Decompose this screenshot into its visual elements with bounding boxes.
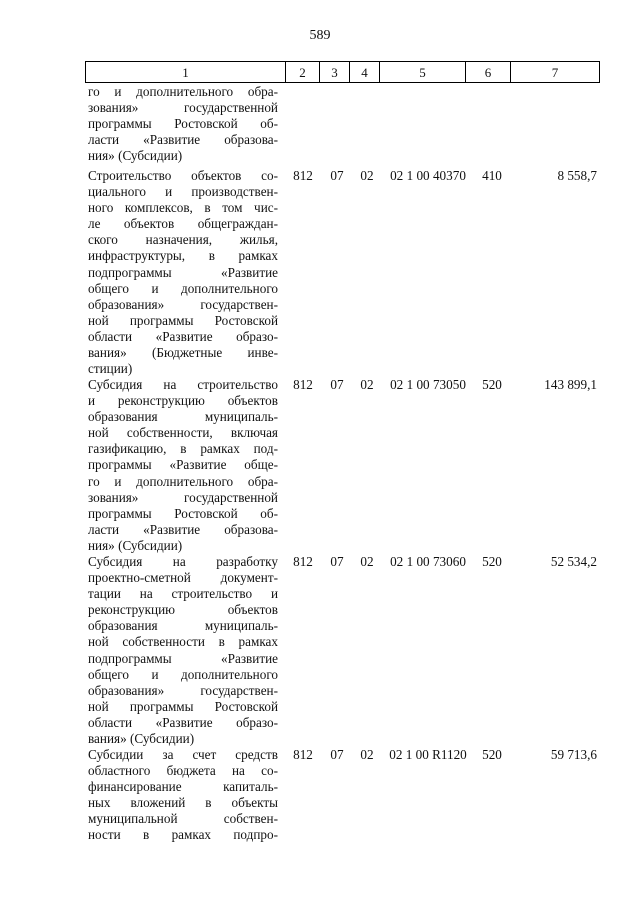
cell-section: 07 bbox=[330, 554, 344, 569]
desc-line: ной собственности, включая bbox=[88, 425, 278, 441]
cell-target-article: 02 1 00 R1120 bbox=[389, 747, 467, 762]
desc-line: образования муниципаль- bbox=[88, 409, 278, 425]
desc-line: ле объектов общеграждан- bbox=[88, 216, 278, 232]
header-col-2: 2 bbox=[285, 61, 319, 83]
desc-line: ласти «Развитие образова- bbox=[88, 132, 278, 148]
cell-expense-type: 520 bbox=[482, 377, 502, 392]
desc-line: стиции) bbox=[88, 361, 133, 377]
desc-line: подпрограммы «Развитие bbox=[88, 264, 278, 280]
row-description bbox=[88, 377, 278, 554]
cell-ministry: 812 bbox=[293, 554, 313, 569]
cell-target-article: 02 1 00 73060 bbox=[390, 554, 466, 569]
desc-line: программы Ростовской об- bbox=[88, 505, 278, 521]
desc-line: зования» государственной bbox=[88, 489, 278, 505]
desc-line: тации на строительство и bbox=[88, 586, 278, 602]
desc-line: образования» государствен- bbox=[88, 682, 278, 698]
row-description bbox=[88, 747, 278, 844]
header-col-3: 3 bbox=[319, 61, 349, 83]
desc-line: ных вложений в объекты bbox=[88, 795, 278, 811]
desc-line: Строительство объектов со- bbox=[88, 168, 278, 183]
cell-amount: 59 713,6 bbox=[550, 747, 597, 762]
desc-line: общего и дополнительного bbox=[88, 280, 278, 296]
desc-line: ной программы Ростовской bbox=[88, 698, 278, 714]
desc-line: ния» (Субсидии) bbox=[88, 148, 183, 164]
cell-section: 07 bbox=[330, 377, 344, 392]
cell-subsection: 02 bbox=[360, 747, 374, 762]
desc-line: вания» (Субсидии) bbox=[88, 731, 195, 747]
cell-section: 07 bbox=[330, 747, 344, 762]
cell-subsection: 02 bbox=[360, 554, 374, 569]
desc-line: циального и производствен- bbox=[88, 184, 278, 200]
desc-line: ского назначения, жилья, bbox=[88, 232, 278, 248]
desc-line: ного комплексов, в том чис- bbox=[88, 200, 278, 216]
desc-line: Субсидии за счет средств bbox=[88, 747, 278, 762]
desc-line: ласти «Развитие образова- bbox=[88, 521, 278, 537]
header-col-6: 6 bbox=[465, 61, 510, 83]
cell-amount: 143 899,1 bbox=[544, 377, 597, 392]
cell-target-article: 02 1 00 40370 bbox=[390, 168, 466, 183]
desc-line: финансирование капиталь- bbox=[88, 779, 278, 795]
cell-ministry: 812 bbox=[293, 377, 313, 392]
desc-line: области «Развитие образо- bbox=[88, 328, 278, 344]
header-col-5: 5 bbox=[379, 61, 465, 83]
desc-line: муниципальной собствен- bbox=[88, 811, 278, 827]
desc-line: подпрограммы «Развитие bbox=[88, 650, 278, 666]
desc-line: го и дополнительного обра- bbox=[88, 473, 278, 489]
desc-line: ности в рамках подпро- bbox=[88, 827, 278, 843]
desc-line: областного бюджета на со- bbox=[88, 763, 278, 779]
cell-expense-type: 520 bbox=[482, 747, 502, 762]
desc-line: газификацию, в рамках под- bbox=[88, 441, 278, 457]
table-header bbox=[85, 61, 600, 83]
cell-expense-type: 410 bbox=[482, 168, 502, 183]
desc-line: ной собственности в рамках bbox=[88, 634, 278, 650]
header-col-1: 1 bbox=[85, 61, 285, 83]
desc-line: зования» государственной bbox=[88, 100, 278, 116]
row-description bbox=[88, 84, 278, 164]
desc-line: вания» (Бюджетные инве- bbox=[88, 345, 278, 361]
page-number: 589 bbox=[309, 28, 331, 43]
cell-amount: 8 558,7 bbox=[557, 168, 597, 183]
desc-line: программы «Развитие обще- bbox=[88, 457, 278, 473]
row-description bbox=[88, 168, 278, 377]
desc-line: программы Ростовской об- bbox=[88, 116, 278, 132]
cell-subsection: 02 bbox=[360, 377, 374, 392]
desc-line: инфраструктуры, в рамках bbox=[88, 248, 278, 264]
desc-line: реконструкцию объектов bbox=[88, 602, 278, 618]
cell-target-article: 02 1 00 73050 bbox=[390, 377, 466, 392]
desc-line: проектно-сметной документ- bbox=[88, 570, 278, 586]
cell-amount: 52 534,2 bbox=[550, 554, 597, 569]
desc-line: ной программы Ростовской bbox=[88, 312, 278, 328]
cell-subsection: 02 bbox=[360, 168, 374, 183]
header-col-7: 7 bbox=[510, 61, 600, 83]
desc-line: го и дополнительного обра- bbox=[88, 84, 278, 99]
desc-line: образования муниципаль- bbox=[88, 618, 278, 634]
row-description bbox=[88, 554, 278, 747]
desc-line: Субсидия на разработку bbox=[88, 554, 278, 569]
cell-section: 07 bbox=[330, 168, 344, 183]
cell-ministry: 812 bbox=[293, 747, 313, 762]
desc-line: области «Развитие образо- bbox=[88, 714, 278, 730]
cell-ministry: 812 bbox=[293, 168, 313, 183]
desc-line: и реконструкцию объектов bbox=[88, 393, 278, 409]
desc-line: ния» (Субсидии) bbox=[88, 537, 183, 553]
desc-line: Субсидия на строительство bbox=[88, 377, 278, 392]
desc-line: образования» государствен- bbox=[88, 296, 278, 312]
header-col-4: 4 bbox=[349, 61, 379, 83]
cell-expense-type: 520 bbox=[482, 554, 502, 569]
desc-line: общего и дополнительного bbox=[88, 666, 278, 682]
